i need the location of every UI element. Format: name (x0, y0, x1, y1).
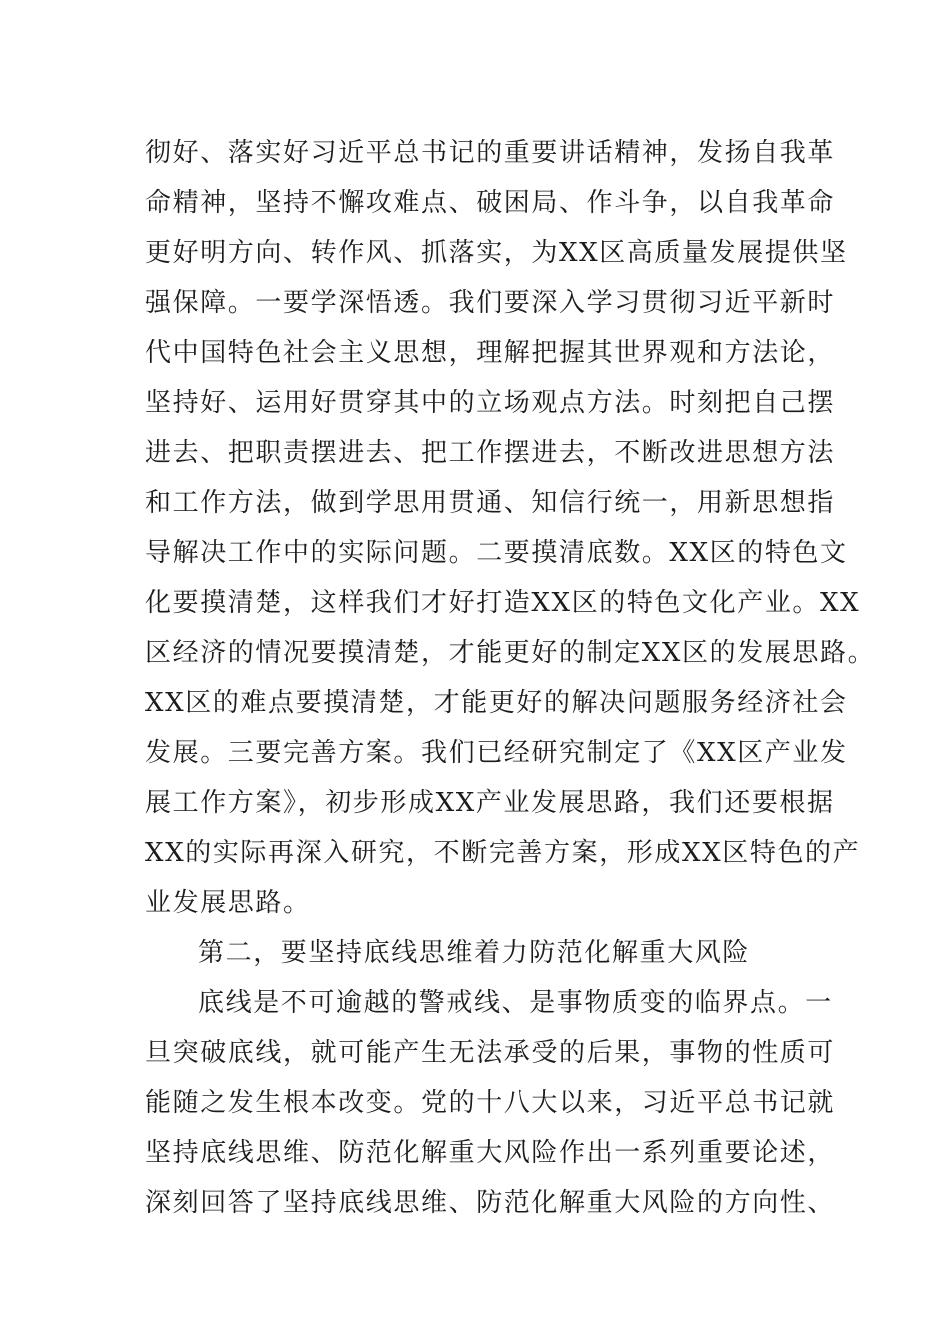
body-text-line: 坚持好、运用好贯穿其中的立场观点方法。时刻把自己摆 (145, 388, 836, 418)
body-text-line: 发展。三要完善方案。我们已经研究制定了《XX区产业发 (145, 738, 848, 768)
body-text-line: 展工作方案》，初步形成XX产业发展思路，我们还要根据 (145, 788, 835, 818)
body-text-line: 深刻回答了坚持底线思维、防范化解重大风险的方向性、 (145, 1188, 836, 1218)
body-text-line: 代中国特色社会主义思想，理解把握其世界观和方法论， (145, 338, 836, 368)
body-text-line: 坚持底线思维、防范化解重大风险作出一系列重要论述， (145, 1138, 836, 1168)
body-text-line: 和工作方法，做到学思用贯通、知信行统一，用新思想指 (145, 488, 836, 518)
body-text-line: 底线是不可逾越的警戒线、是事物质变的临界点。一 (198, 988, 833, 1018)
body-text-line: 更好明方向、转作风、抓落实，为XX区高质量发展提供坚 (145, 238, 848, 268)
body-text-line: 彻好、落实好习近平总书记的重要讲话精神，发扬自我革 (145, 138, 836, 168)
body-text-line: 导解决工作中的实际问题。二要摸清底数。XX区的特色文 (145, 538, 848, 568)
body-text-line: 业发展思路。 (145, 888, 311, 918)
body-text-line: 化要摸清楚，这样我们才好打造XX区的特色文化产业。XX (145, 588, 861, 618)
body-text-line: XX的实际再深入研究，不断完善方案，形成XX区特色的产 (145, 838, 861, 868)
body-text-line: 进去、把职责摆进去、把工作摆进去，不断改进思想方法 (145, 438, 836, 468)
section-heading: 第二，要坚持底线思维着力防范化解重大风险 (198, 938, 751, 968)
body-text-line: 能随之发生根本改变。党的十八大以来，习近平总书记就 (145, 1088, 836, 1118)
body-text-line: 强保障。一要学深悟透。我们要深入学习贯彻习近平新时 (145, 288, 836, 318)
body-text-line: XX区的难点要摸清楚，才能更好的解决问题服务经济社会 (145, 688, 848, 718)
body-text-line: 区经济的情况要摸清楚，才能更好的制定XX区的发展思路。 (145, 638, 876, 668)
body-text-line: 命精神，坚持不懈攻难点、破困局、作斗争，以自我革命 (145, 188, 836, 218)
body-text-line: 旦突破底线，就可能产生无法承受的后果，事物的性质可 (145, 1038, 836, 1068)
